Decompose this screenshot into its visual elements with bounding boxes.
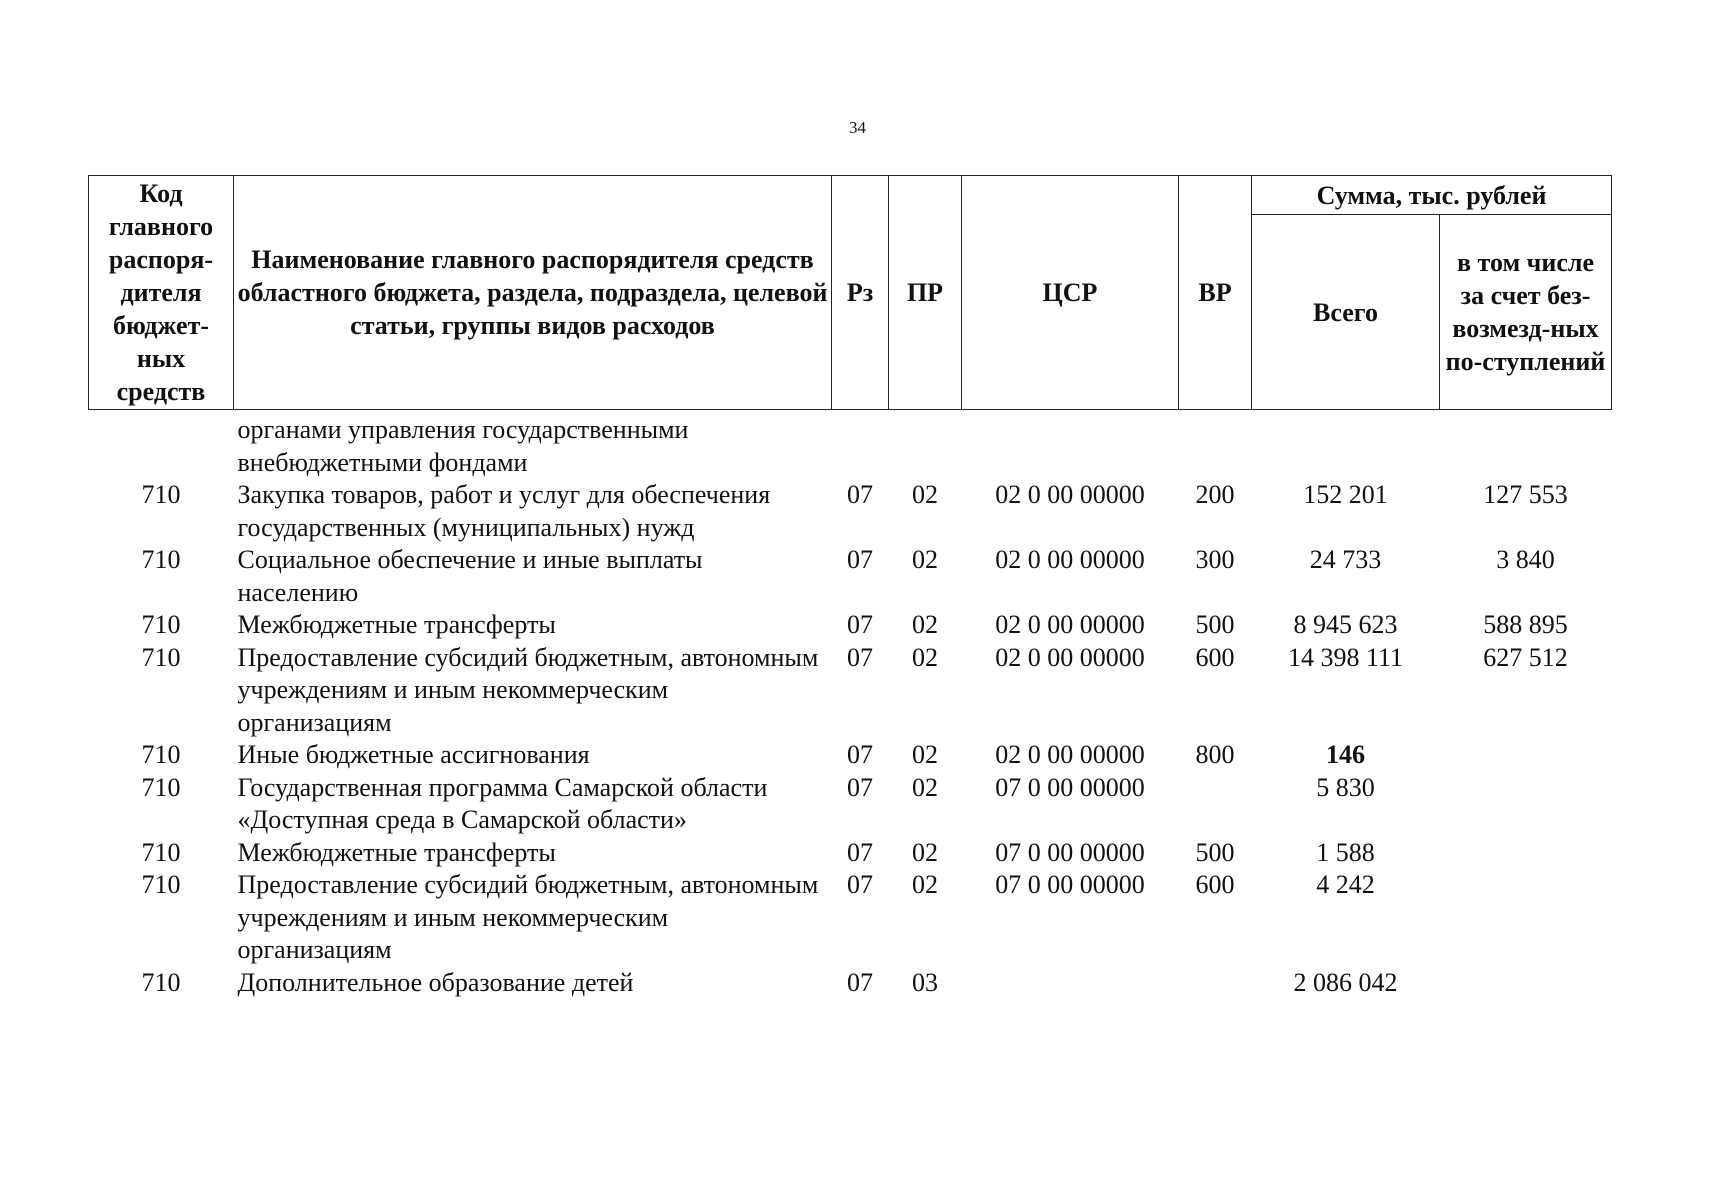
header-code: Код главного распоря-дителя бюджет-ных средств xyxy=(89,176,234,410)
cell-free: 627 512 xyxy=(1483,642,1568,672)
cell-code: 710 xyxy=(141,772,181,802)
header-rz: Рз xyxy=(832,176,889,410)
cell-pr: 02 xyxy=(912,610,938,639)
cell-csr: 07 0 00 00000 xyxy=(995,772,1145,802)
cell-pr xyxy=(889,410,962,480)
cell-pr: 02 xyxy=(912,480,938,509)
cell-name: Предоставление субсидий бюджетным, автономным учреждениям и иным некоммерческим организациям xyxy=(237,870,819,964)
cell-csr: 02 0 00 00000 xyxy=(995,740,1145,769)
cell-pr: 02 xyxy=(912,837,938,867)
cell-free xyxy=(1440,772,1612,837)
cell-free xyxy=(1440,967,1612,1000)
cell-total: 8 945 623 xyxy=(1293,610,1398,639)
cell-code: 710 xyxy=(141,740,181,769)
header-name: Наименование главного распорядителя средств областного бюджета, раздела, подраздела, целевой статьи, группы видов расходов xyxy=(234,176,832,410)
cell-free: 588 895 xyxy=(1483,610,1568,639)
cell-vr: 600 xyxy=(1195,870,1235,899)
cell-code: 710 xyxy=(141,642,181,672)
cell-name: Иные бюджетные ассигнования xyxy=(237,740,590,769)
table-row xyxy=(89,739,1612,772)
page-number: 34 xyxy=(849,118,866,137)
cell-code: 710 xyxy=(141,870,181,899)
cell-total: 1 588 xyxy=(1316,837,1375,867)
cell-rz: 07 xyxy=(847,967,873,997)
cell-pr: 02 xyxy=(912,772,938,802)
cell-total: 4 242 xyxy=(1316,870,1375,899)
budget-table xyxy=(88,175,1612,999)
table-row xyxy=(89,869,1612,967)
cell-total: 2 086 042 xyxy=(1293,967,1398,997)
cell-name: Предоставление субсидий бюджетным, автономным учреждениям и иным некоммерческим организациям xyxy=(237,642,819,737)
cell-total: 24 733 xyxy=(1309,545,1382,574)
cell-vr xyxy=(1179,967,1252,1000)
cell-rz: 07 xyxy=(847,545,873,574)
cell-vr: 500 xyxy=(1195,610,1235,639)
cell-name: Дополнительное образование детей xyxy=(237,967,634,997)
cell-csr: 07 0 00 00000 xyxy=(995,837,1145,867)
cell-rz: 07 xyxy=(847,837,873,867)
cell-csr: 07 0 00 00000 xyxy=(995,870,1145,899)
header-free: в том числе за счет без-возмезд-ных по-ступлений xyxy=(1440,215,1612,410)
cell-csr xyxy=(962,410,1179,480)
header-pr: ПР xyxy=(889,176,962,410)
cell-rz: 07 xyxy=(847,610,873,639)
table-body xyxy=(89,410,1612,1000)
cell-free: 3 840 xyxy=(1496,545,1555,574)
cell-vr: 500 xyxy=(1195,837,1235,867)
cell-free xyxy=(1440,869,1612,967)
cell-total: 152 201 xyxy=(1303,480,1388,509)
cell-pr: 02 xyxy=(912,740,938,769)
header-vr: ВР xyxy=(1179,176,1252,410)
cell-vr: 300 xyxy=(1195,545,1235,574)
cell-pr: 03 xyxy=(912,967,938,997)
cell-rz: 07 xyxy=(847,870,873,899)
table-row xyxy=(89,609,1612,642)
cell-free xyxy=(1440,837,1612,870)
cell-vr: 800 xyxy=(1195,740,1235,769)
cell-code xyxy=(89,410,234,480)
header-csr: ЦСР xyxy=(962,176,1179,410)
cell-name: Межбюджетные трансферты xyxy=(237,837,556,867)
cell-name: органами управления государственными внебюджетными фондами xyxy=(237,415,689,477)
cell-code: 710 xyxy=(141,545,181,574)
table-row xyxy=(89,479,1612,544)
cell-csr: 02 0 00 00000 xyxy=(995,642,1145,672)
table-row xyxy=(89,410,1612,480)
cell-name: Межбюджетные трансферты xyxy=(237,610,556,639)
cell-vr xyxy=(1179,410,1252,480)
cell-rz: 07 xyxy=(847,642,873,672)
cell-name: Социальное обеспечение и иные выплаты населению xyxy=(237,545,703,607)
cell-pr: 02 xyxy=(912,870,938,899)
table-row xyxy=(89,772,1612,837)
table-row xyxy=(89,967,1612,1000)
cell-csr: 02 0 00 00000 xyxy=(995,545,1145,574)
cell-free: 127 553 xyxy=(1483,480,1568,509)
cell-free xyxy=(1440,739,1612,772)
cell-vr: 200 xyxy=(1195,480,1235,509)
cell-pr: 02 xyxy=(912,545,938,574)
cell-code: 710 xyxy=(141,837,181,867)
cell-total: 14 398 111 xyxy=(1287,642,1404,672)
cell-csr: 02 0 00 00000 xyxy=(995,480,1145,509)
cell-name: Государственная программа Самарской области «Доступная среда в Самарской области» xyxy=(237,772,768,834)
table-row xyxy=(89,544,1612,609)
cell-total xyxy=(1252,410,1440,480)
header-total: Всего xyxy=(1252,215,1440,410)
cell-csr xyxy=(962,967,1179,1000)
cell-rz: 07 xyxy=(847,480,873,509)
cell-vr: 600 xyxy=(1195,642,1235,672)
cell-pr: 02 xyxy=(912,642,938,672)
table-row xyxy=(89,642,1612,740)
cell-vr xyxy=(1179,772,1252,837)
cell-rz: 07 xyxy=(847,772,873,802)
cell-code: 710 xyxy=(141,610,181,639)
cell-rz xyxy=(832,410,889,480)
cell-total: 5 830 xyxy=(1316,772,1375,802)
cell-code: 710 xyxy=(141,480,181,509)
cell-csr: 02 0 00 00000 xyxy=(995,610,1145,639)
cell-rz: 07 xyxy=(847,740,873,769)
cell-free xyxy=(1440,410,1612,480)
cell-code: 710 xyxy=(141,967,181,997)
header-sum-group: Сумма, тыс. рублей xyxy=(1252,176,1612,215)
table-row xyxy=(89,837,1612,870)
cell-total: 146 xyxy=(1326,740,1365,769)
cell-name: Закупка товаров, работ и услуг для обеспечения государственных (муниципальных) нужд xyxy=(237,480,771,542)
